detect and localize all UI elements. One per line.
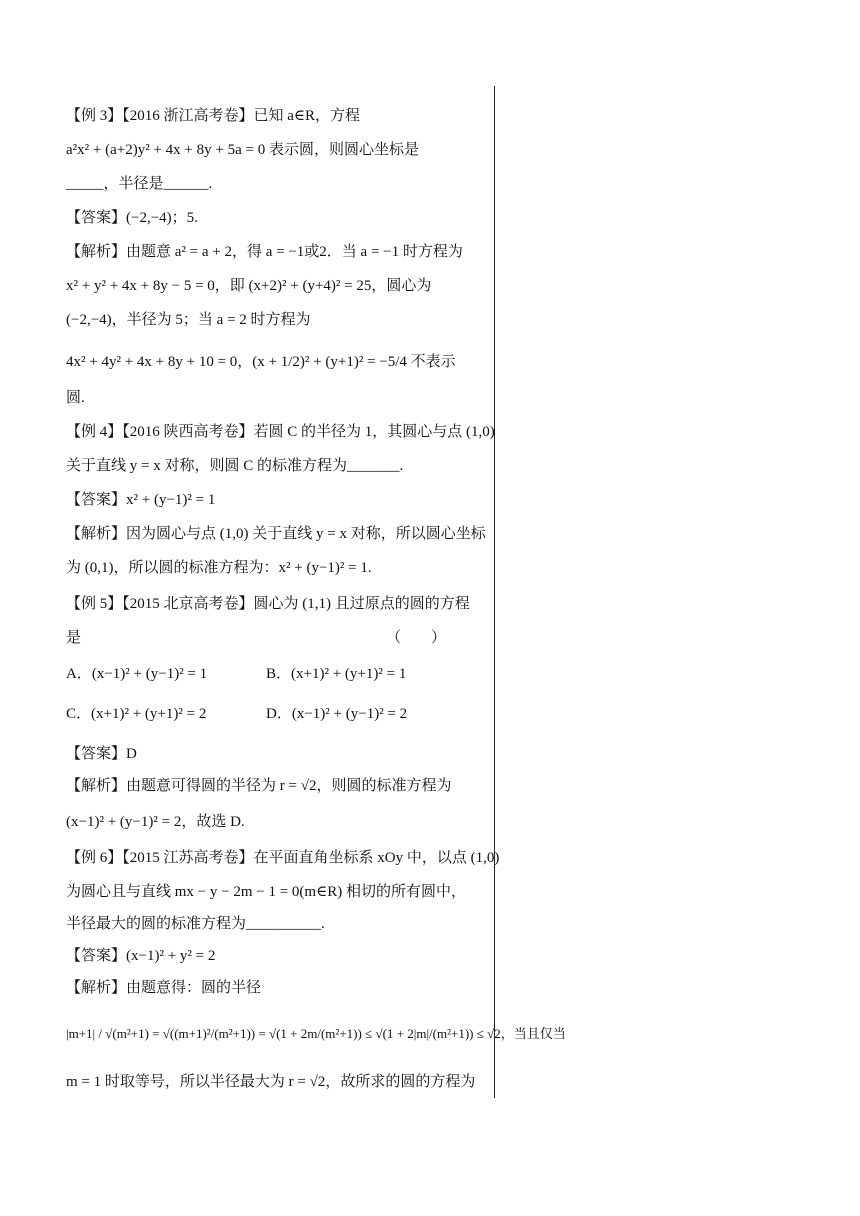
example-3-analysis-3: (−2,−4)，半径为 5；当 a = 2 时方程为	[66, 312, 311, 328]
answer-bracket: （ ）	[386, 630, 447, 646]
example-6-question-2: 半径最大的圆的标准方程为__________.	[66, 916, 325, 932]
example-6-answer: 【答案】(x−1)² + y² = 2	[66, 948, 216, 964]
example-3-analysis-4: 4x² + 4y² + 4x + 8y + 10 = 0，(x + 1/2)² + (y+1)² = −5/4 不表示	[66, 354, 456, 370]
option-c: C．(x+1)² + (y+1)² = 2	[66, 706, 207, 722]
example-4-question: 关于直线 y = x 对称，则圆 C 的标准方程为_______.	[66, 458, 404, 474]
example-3-analysis-5: 圆.	[66, 390, 85, 406]
option-a: A．(x−1)² + (y−1)² = 1	[66, 666, 208, 682]
option-d: D．(x−1)² + (y−1)² = 2	[266, 706, 408, 722]
example-3-blanks: _____，半径是______.	[66, 176, 213, 192]
example-4-analysis-2: 为 (0,1)，所以圆的标准方程为：x² + (y−1)² = 1.	[66, 560, 372, 576]
example-6-analysis-2: |m+1| / √(m²+1) = √((m+1)²/(m²+1)) = √(1 + 2m/(m²+1)) ≤ √(1 + 2|m|/(m²+1)) ≤ √2，当且仅当	[66, 1026, 566, 1041]
example-3-analysis-1: 【解析】由题意 a² = a + 2，得 a = −1或2．当 a = −1 时方程为	[66, 244, 463, 260]
example-4-analysis-1: 【解析】因为圆心与点 (1,0) 关于直线 y = x 对称，所以圆心坐标	[66, 526, 486, 542]
example-5-analysis-1: 【解析】由题意可得圆的半径为 r = √2，则圆的标准方程为	[66, 778, 452, 794]
example-3-answer: 【答案】(−2,−4)；5.	[66, 210, 198, 226]
example-3-title: 【例 3】【2016 浙江高考卷】已知 a∈R，方程	[66, 108, 361, 124]
example-6-title: 【例 6】【2015 江苏高考卷】在平面直角坐标系 xOy 中，以点 (1,0)	[66, 850, 500, 866]
column-divider	[494, 86, 495, 1098]
example-5-question: 是	[66, 630, 82, 646]
example-5-analysis-2: (x−1)² + (y−1)² = 2，故选 D.	[66, 814, 245, 830]
example-3-analysis-2: x² + y² + 4x + 8y − 5 = 0，即 (x+2)² + (y+4)² = 25，圆心为	[66, 278, 432, 294]
example-5-answer: 【答案】D	[66, 746, 137, 762]
example-6-analysis-3: m = 1 时取等号，所以半径最大为 r = √2，故所求的圆的方程为	[66, 1074, 476, 1090]
example-6-analysis-1: 【解析】由题意得：圆的半径	[66, 980, 262, 996]
example-3-equation: a²x² + (a+2)y² + 4x + 8y + 5a = 0 表示圆，则圆心坐标是	[66, 142, 419, 158]
example-6-question-1: 为圆心且与直线 mx − y − 2m − 1 = 0(m∈R) 相切的所有圆中，	[66, 884, 466, 900]
options-row-2	[66, 704, 407, 724]
example-4-answer: 【答案】x² + (y−1)² = 1	[66, 492, 216, 508]
option-b: B．(x+1)² + (y+1)² = 1	[266, 666, 407, 682]
options-row-1	[66, 664, 406, 684]
example-5-title: 【例 5】【2015 北京高考卷】圆心为 (1,1) 且过原点的圆的方程	[66, 596, 470, 612]
example-4-title: 【例 4】【2016 陕西高考卷】若圆 C 的半径为 1，其圆心与点 (1,0)	[66, 424, 495, 440]
